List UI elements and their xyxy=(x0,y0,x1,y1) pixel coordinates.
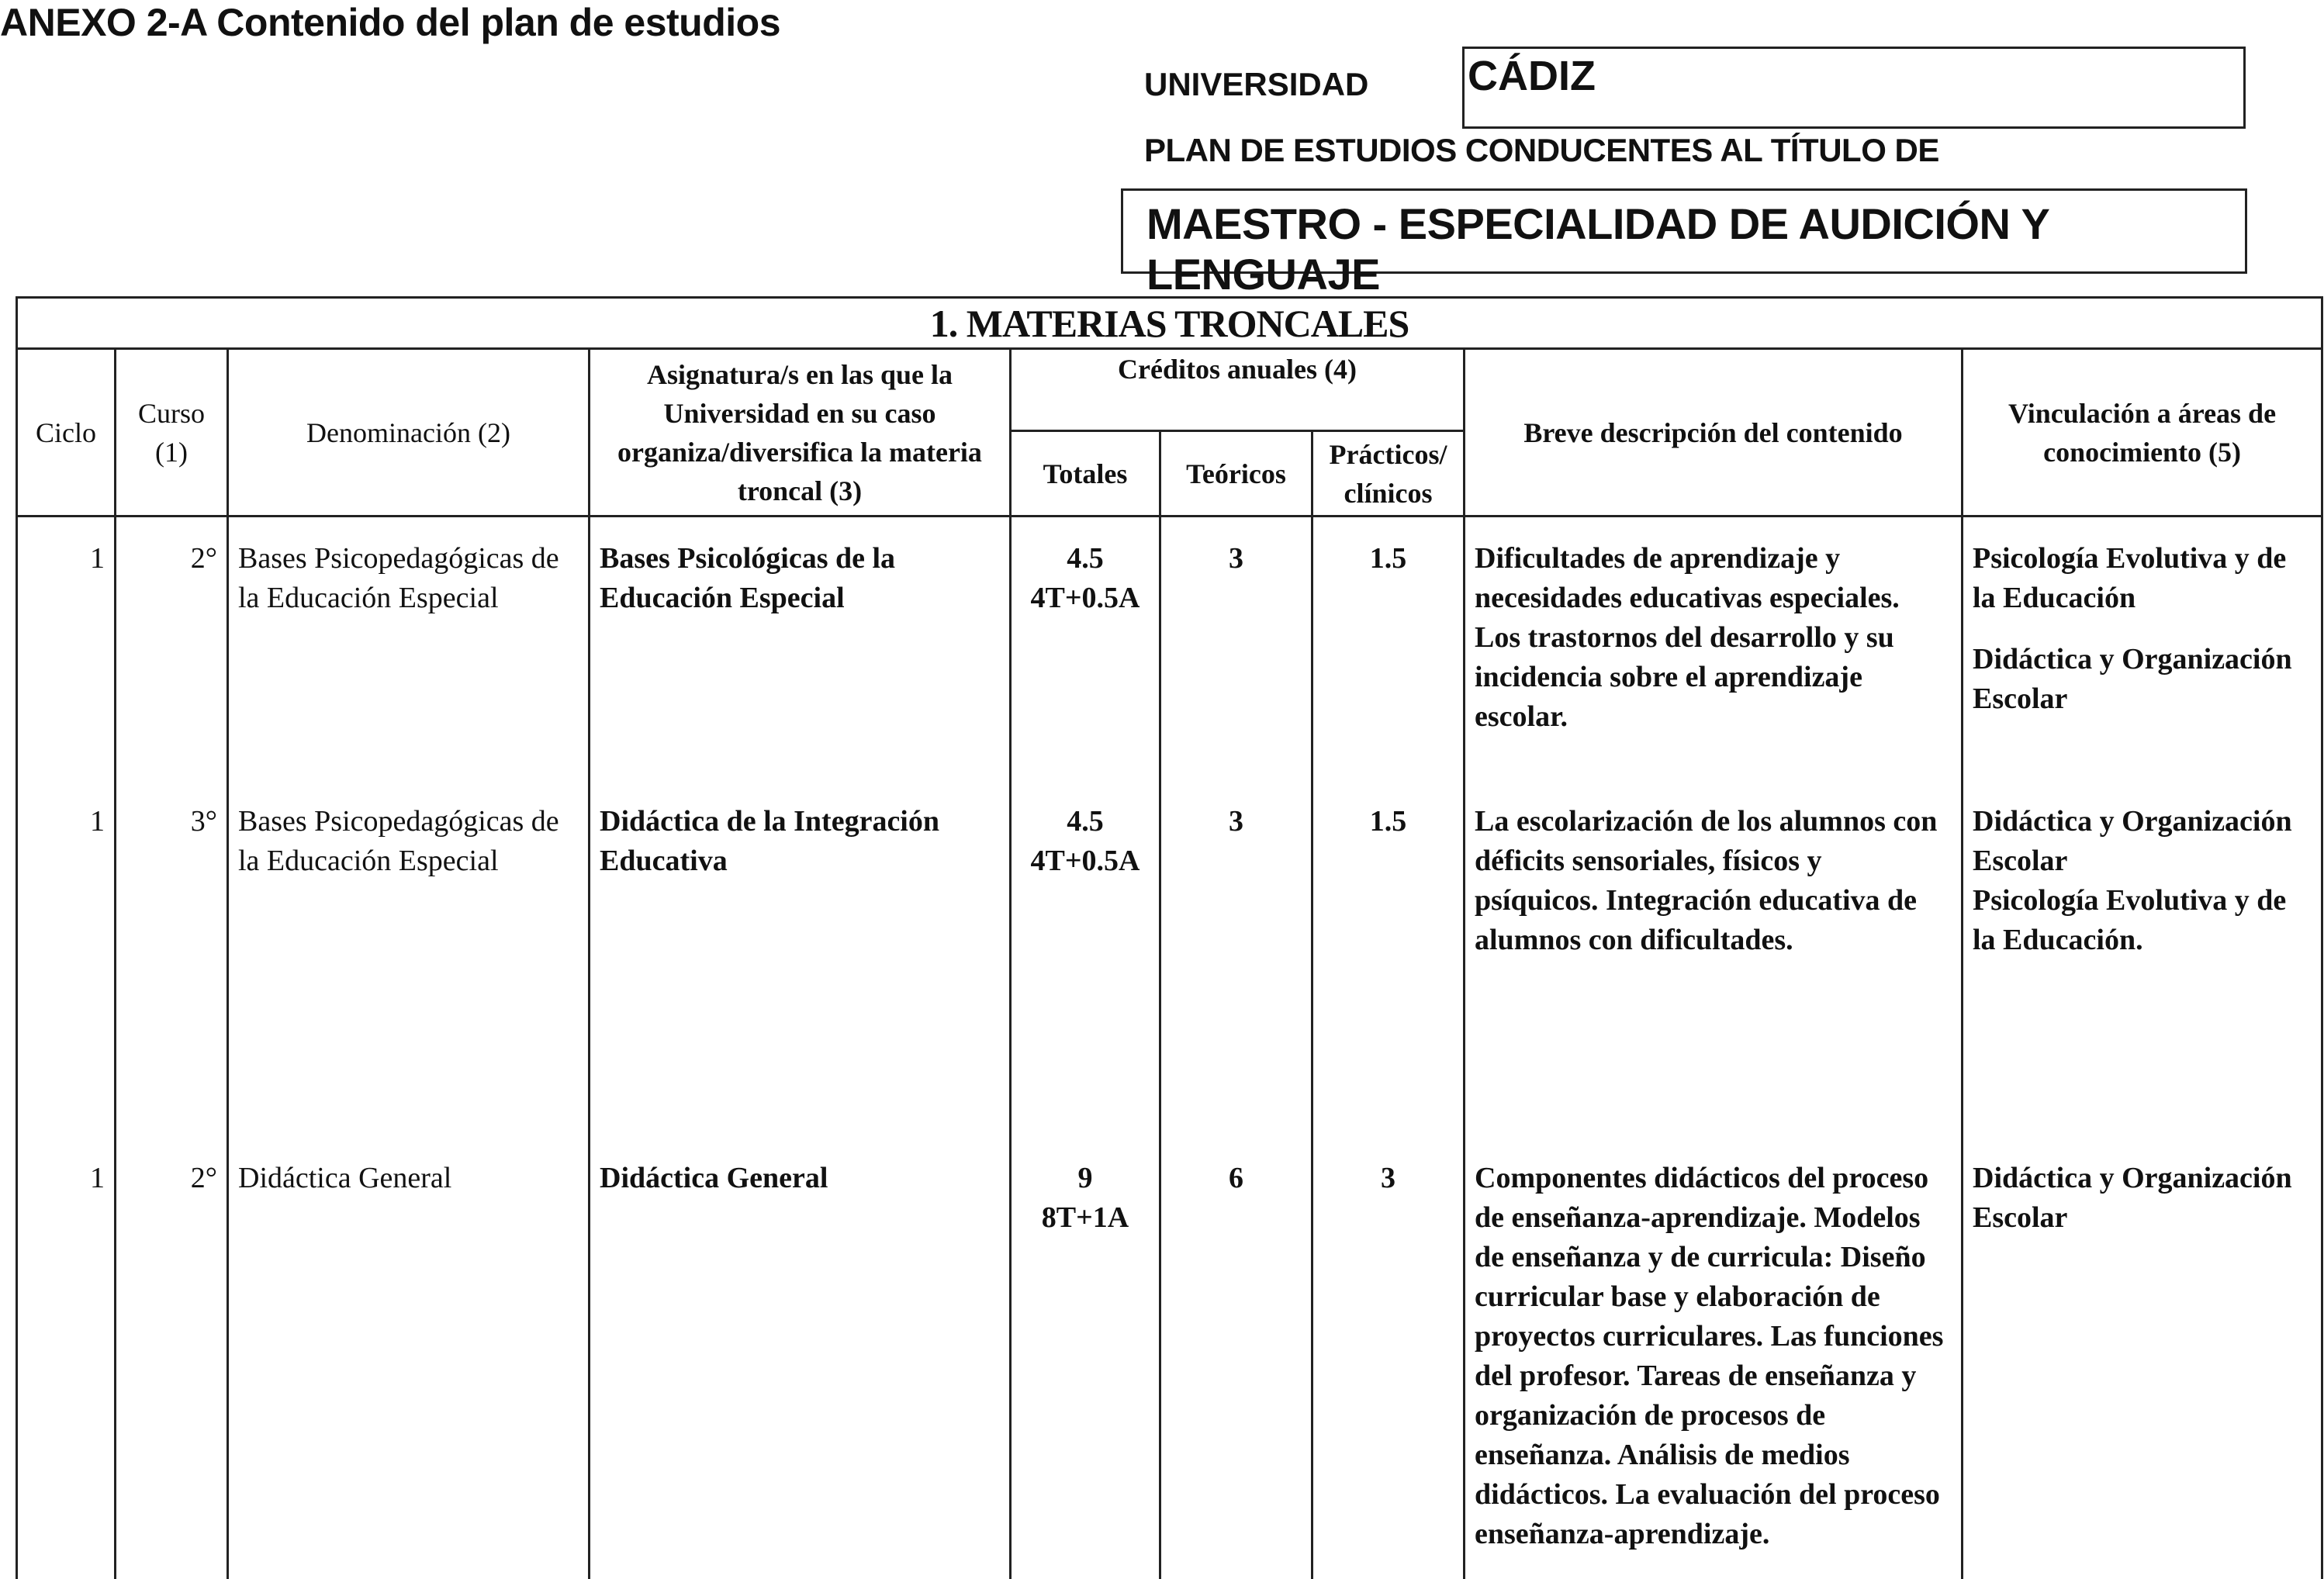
cell-descripcion: La escolarización de los alumnos con déficits sensoriales, físicos y psíquicos. Integración educativa de alumnos con dificultades. xyxy=(1465,780,1963,1137)
col-header-teoricos: Teóricos xyxy=(1160,431,1312,517)
col-header-totales: Totales xyxy=(1011,431,1160,517)
cell-ciclo: 1 xyxy=(17,780,116,1137)
col-header-creditos: Créditos anuales (4) xyxy=(1011,349,1465,431)
university-label: UNIVERSIDAD xyxy=(1144,66,1369,102)
area-item: Psicología Evolutiva y de la Educación. xyxy=(1973,883,2287,956)
col-header-vinculacion: Vinculación a áreas de conocimiento (5) xyxy=(1963,349,2322,517)
cell-curso: 2° xyxy=(116,517,228,780)
cell-curso: 2° xyxy=(116,1137,228,1579)
cell-asignatura: Didáctica de la Integración Educativa xyxy=(590,780,1011,1137)
cell-practicos: 1.5 xyxy=(1312,780,1465,1137)
totales-detail: 4T+0.5A xyxy=(1030,582,1140,614)
totales-detail: 4T+0.5A xyxy=(1030,844,1140,877)
cell-ciclo: 1 xyxy=(17,1137,116,1579)
totales-value: 9 xyxy=(1077,1161,1093,1194)
cell-vinculacion xyxy=(1963,517,2322,780)
degree-title-field: MAESTRO - ESPECIALIDAD DE AUDICIÓN Y LENGUAJE xyxy=(1121,188,2247,274)
col-header-ciclo: Ciclo xyxy=(17,349,116,517)
cell-curso: 3° xyxy=(116,780,228,1137)
document-title: ANEXO 2-A Contenido del plan de estudios xyxy=(0,1,781,44)
cell-denominacion: Didáctica General xyxy=(228,1137,590,1579)
totales-value: 4.5 xyxy=(1067,804,1104,838)
cell-vinculacion xyxy=(1963,1137,2322,1579)
col-header-descripcion: Breve descripción del contenido xyxy=(1465,349,1963,517)
cell-practicos: 1.5 xyxy=(1312,517,1465,780)
cell-asignatura: Didáctica General xyxy=(590,1137,1011,1579)
cell-practicos: 3 xyxy=(1312,1137,1465,1579)
totales-value: 4.5 xyxy=(1067,542,1104,575)
table-row xyxy=(17,517,2322,780)
cell-teoricos: 3 xyxy=(1160,780,1312,1137)
area-item: Psicología Evolutiva y de la Educación xyxy=(1973,542,2287,614)
area-item: Didáctica y Organización Escolar xyxy=(1973,1161,2292,1234)
col-header-practicos: Prácticos/ clínicos xyxy=(1312,431,1465,517)
cell-descripcion: Componentes didácticos del proceso de enseñanza-aprendizaje. Modelos de enseñanza y de curricula: Diseño curricular base y elaboración de proyectos curriculares. Las funciones del profesor. Tareas de enseñanza y organización de procesos de enseñanza. Análisis de medios didácticos. La evaluación del proceso enseñanza-aprendizaje. xyxy=(1465,1137,1963,1579)
table-row xyxy=(17,1137,2322,1579)
cell-teoricos: 3 xyxy=(1160,517,1312,780)
col-header-curso: Curso (1) xyxy=(116,349,228,517)
col-header-asignatura: Asignatura/s en las que la Universidad en su caso organiza/diversifica la materia troncal (3) xyxy=(590,349,1011,517)
cell-ciclo: 1 xyxy=(17,517,116,780)
area-item: Didáctica y Organización Escolar xyxy=(1973,804,2292,877)
cell-totales xyxy=(1011,517,1160,780)
cell-descripcion: Dificultades de aprendizaje y necesidades educativas especiales. Los trastornos del desarrollo y su incidencia sobre el aprendizaje escolar. xyxy=(1465,517,1963,780)
table-row xyxy=(17,780,2322,1137)
cell-totales xyxy=(1011,780,1160,1137)
cell-denominacion: Bases Psicopedagógicas de la Educación Especial xyxy=(228,780,590,1137)
cell-teoricos: 6 xyxy=(1160,1137,1312,1579)
section-title: 1. MATERIAS TRONCALES xyxy=(17,298,2322,349)
area-item: Didáctica y Organización Escolar xyxy=(1973,643,2292,715)
plan-label: PLAN DE ESTUDIOS CONDUCENTES AL TÍTULO DE xyxy=(1144,132,1939,168)
totales-detail: 8T+1A xyxy=(1041,1201,1129,1234)
university-field: CÁDIZ xyxy=(1462,47,2246,129)
cell-vinculacion xyxy=(1963,780,2322,1137)
subjects-table xyxy=(16,296,2323,1579)
cell-asignatura: Bases Psicológicas de la Educación Especial xyxy=(590,517,1011,780)
cell-totales xyxy=(1011,1137,1160,1579)
col-header-denominacion: Denominación (2) xyxy=(228,349,590,517)
cell-denominacion: Bases Psicopedagógicas de la Educación Especial xyxy=(228,517,590,780)
